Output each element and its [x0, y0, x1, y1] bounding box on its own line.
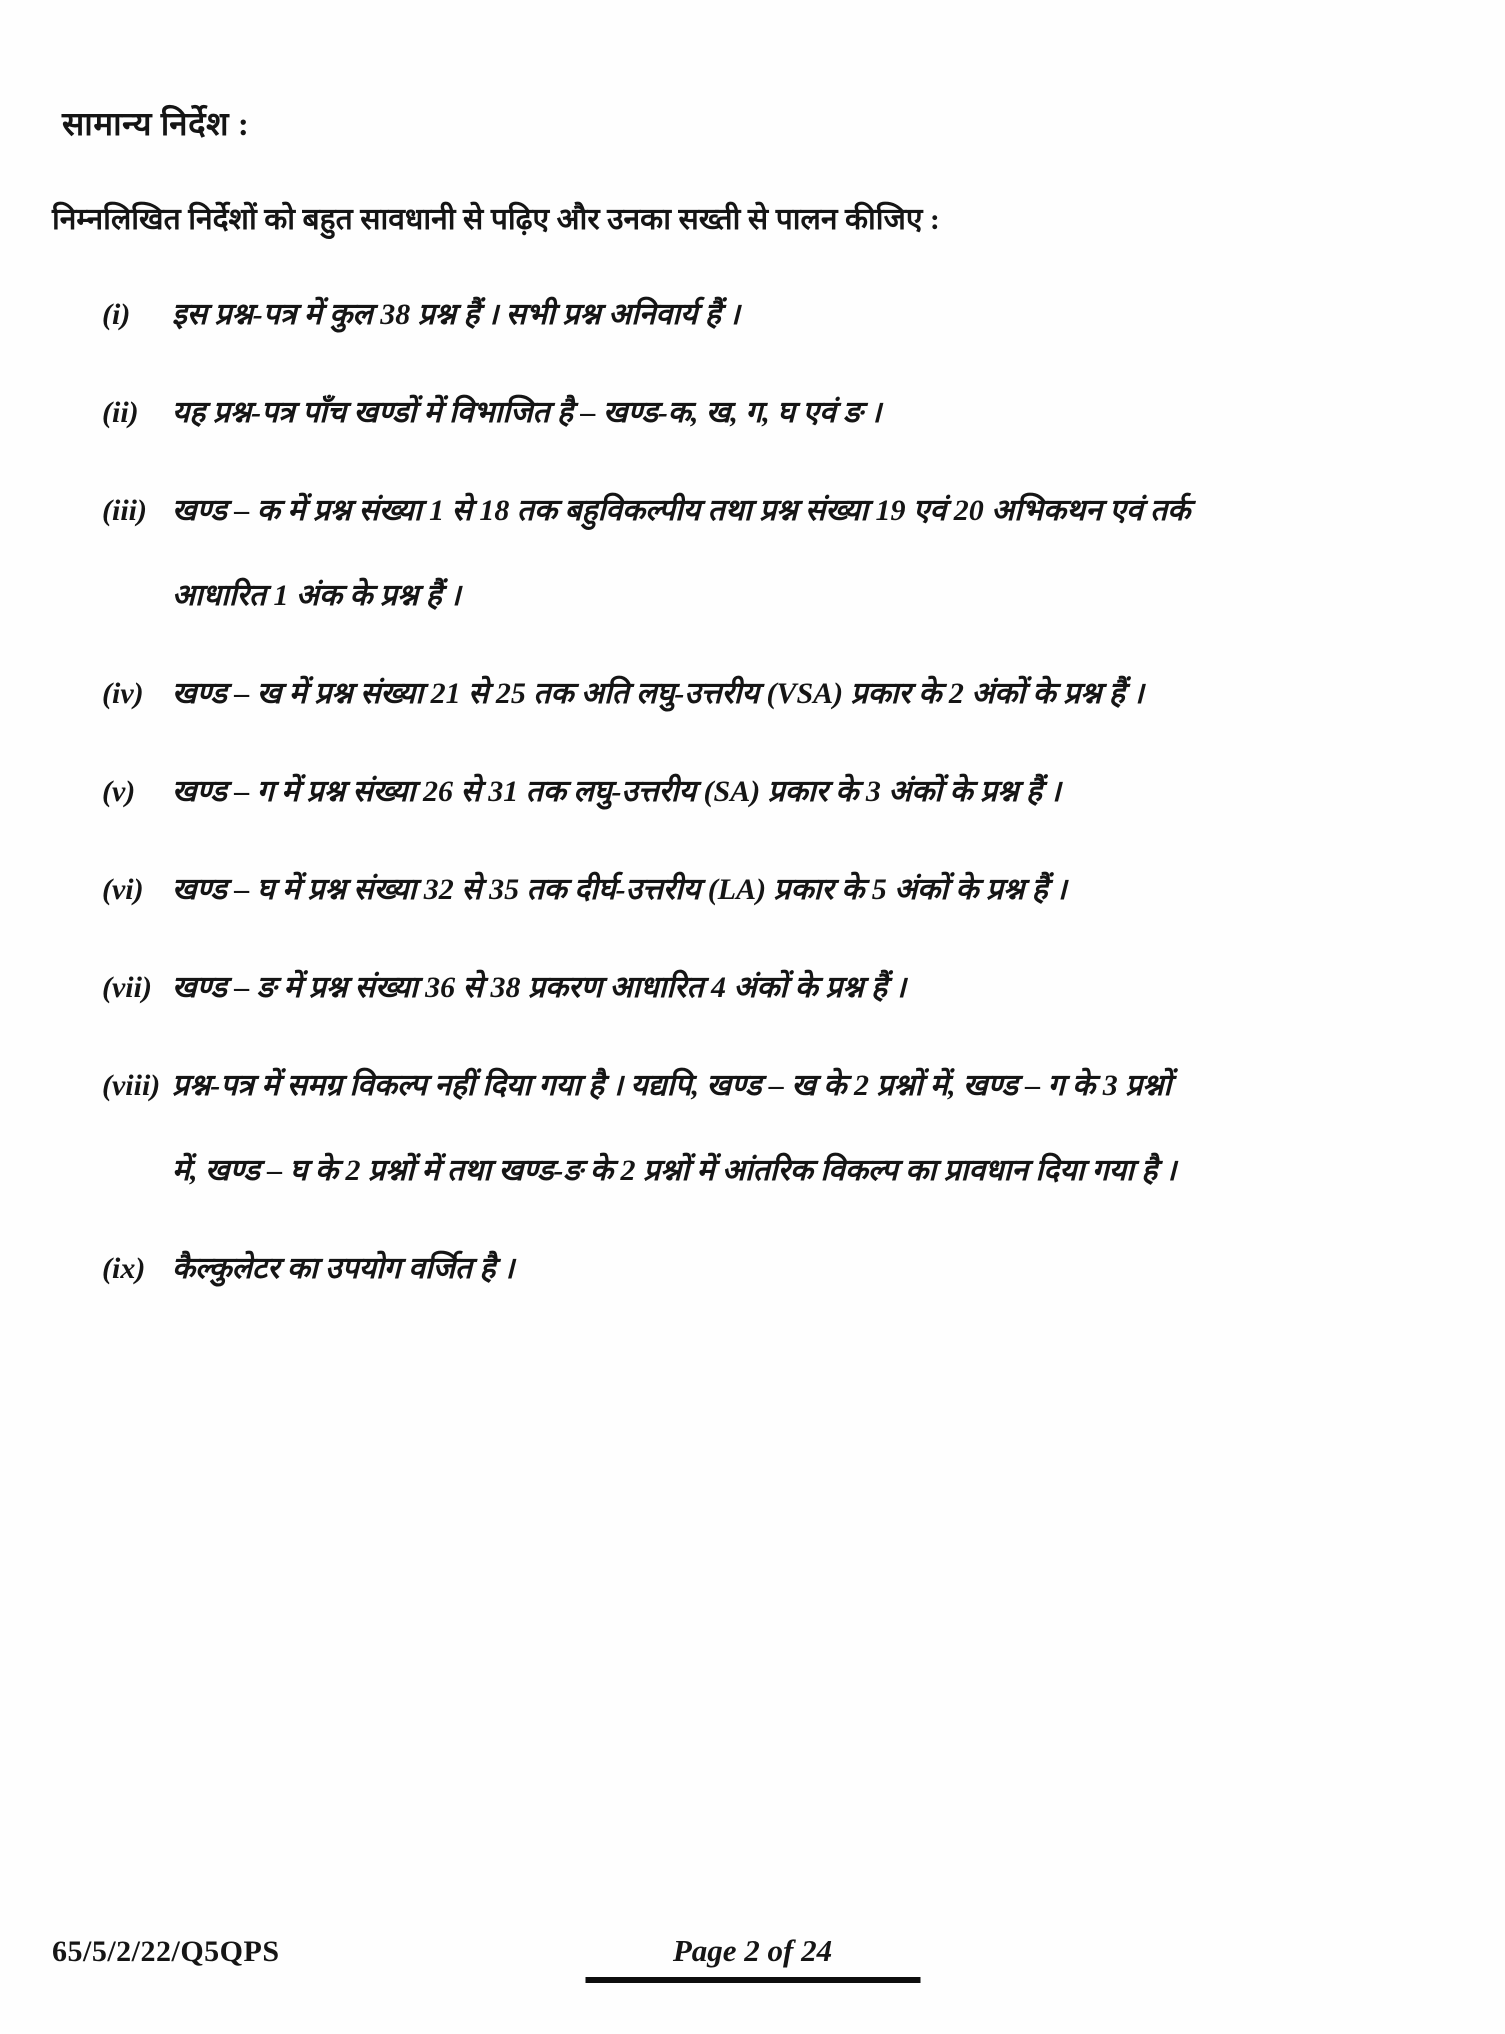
general-instructions-heading: सामान्य निर्देश :	[62, 107, 250, 143]
instruction-line: आधारित 1 अंक के प्रश्न हैं ।	[172, 579, 461, 612]
instruction-line: यह प्रश्न-पत्र पाँच खण्डों में विभाजित है – खण्ड-क, ख, ग, घ एवं ङ ।	[172, 396, 882, 429]
instruction-line: खण्ड – ङ में प्रश्न संख्या 36 से 38 प्रकरण आधारित 4 अंकों के प्रश्न हैं ।	[172, 971, 906, 1004]
instructions-intro-line: निम्नलिखित निर्देशों को बहुत सावधानी से पढ़िए और उनका सख्ती से पालन कीजिए :	[52, 203, 940, 236]
page-footer	[0, 1933, 1505, 2003]
instruction-item-viii	[102, 1043, 1460, 1213]
instruction-text	[172, 847, 1460, 932]
instruction-item-ix	[102, 1226, 1460, 1311]
instruction-text	[172, 945, 1460, 1030]
instruction-line: में, खण्ड – घ के 2 प्रश्नों में तथा खण्ड-ङ के 2 प्रश्नों में आंतरिक विकल्प का प्रावधान दिया गया है ।	[172, 1154, 1177, 1187]
instruction-text	[172, 651, 1460, 736]
paper-code: 65/5/2/22/Q5QPS	[52, 1935, 280, 1968]
instruction-line: खण्ड – ग में प्रश्न संख्या 26 से 31 तक लघु-उत्तरीय (SA) प्रकार के 3 अंकों के प्रश्न हैं ।	[172, 775, 1061, 808]
instruction-line: खण्ड – क में प्रश्न संख्या 1 से 18 तक बहुविकल्पीय तथा प्रश्न संख्या 19 एवं 20 अभिकथन एवं तर्क	[172, 494, 1191, 527]
instruction-item-iii	[102, 468, 1460, 638]
instruction-item-v	[102, 749, 1460, 834]
instruction-number: (i)	[102, 298, 131, 331]
instruction-line: प्रश्न-पत्र में समग्र विकल्प नहीं दिया गया है । यद्यपि, खण्ड – ख के 2 प्रश्नों में, खण्ड – ग के 3 प्रश्नों	[172, 1069, 1172, 1102]
instruction-line: इस प्रश्न-पत्र में कुल 38 प्रश्न हैं । सभी प्रश्न अनिवार्य हैं ।	[172, 298, 740, 331]
instruction-item-vii	[102, 945, 1460, 1030]
instruction-line: खण्ड – घ में प्रश्न संख्या 32 से 35 तक दीर्घ-उत्तरीय (LA) प्रकार के 5 अंकों के प्रश्न हैं ।	[172, 873, 1067, 906]
instruction-line: कैल्कुलेटर का उपयोग वर्जित है ।	[172, 1252, 515, 1285]
page-number: Page 2 of 24	[672, 1933, 833, 1968]
instruction-text	[172, 1226, 1460, 1311]
instruction-list	[52, 272, 1460, 1311]
instruction-number: (vi)	[102, 873, 144, 906]
instruction-text	[172, 1043, 1460, 1213]
instruction-item-iv	[102, 651, 1460, 736]
instruction-number: (viii)	[102, 1069, 161, 1102]
footer-underline	[585, 1977, 920, 1983]
instruction-line: खण्ड – ख में प्रश्न संख्या 21 से 25 तक अति लघु-उत्तरीय (VSA) प्रकार के 2 अंकों के प्रश्न हैं ।	[172, 677, 1144, 710]
instruction-text	[172, 749, 1460, 834]
instruction-text	[172, 370, 1460, 455]
page-number-block	[585, 1933, 920, 1983]
instruction-text	[172, 272, 1460, 357]
instruction-number: (v)	[102, 775, 136, 808]
instruction-number: (iv)	[102, 677, 144, 710]
instruction-number: (ii)	[102, 396, 139, 429]
instruction-text	[172, 468, 1460, 638]
instruction-number: (iii)	[102, 494, 147, 527]
instruction-number: (vii)	[102, 971, 152, 1004]
instruction-item-vi	[102, 847, 1460, 932]
instruction-item-i	[102, 272, 1460, 357]
instruction-item-ii	[102, 370, 1460, 455]
instruction-number: (ix)	[102, 1252, 146, 1285]
